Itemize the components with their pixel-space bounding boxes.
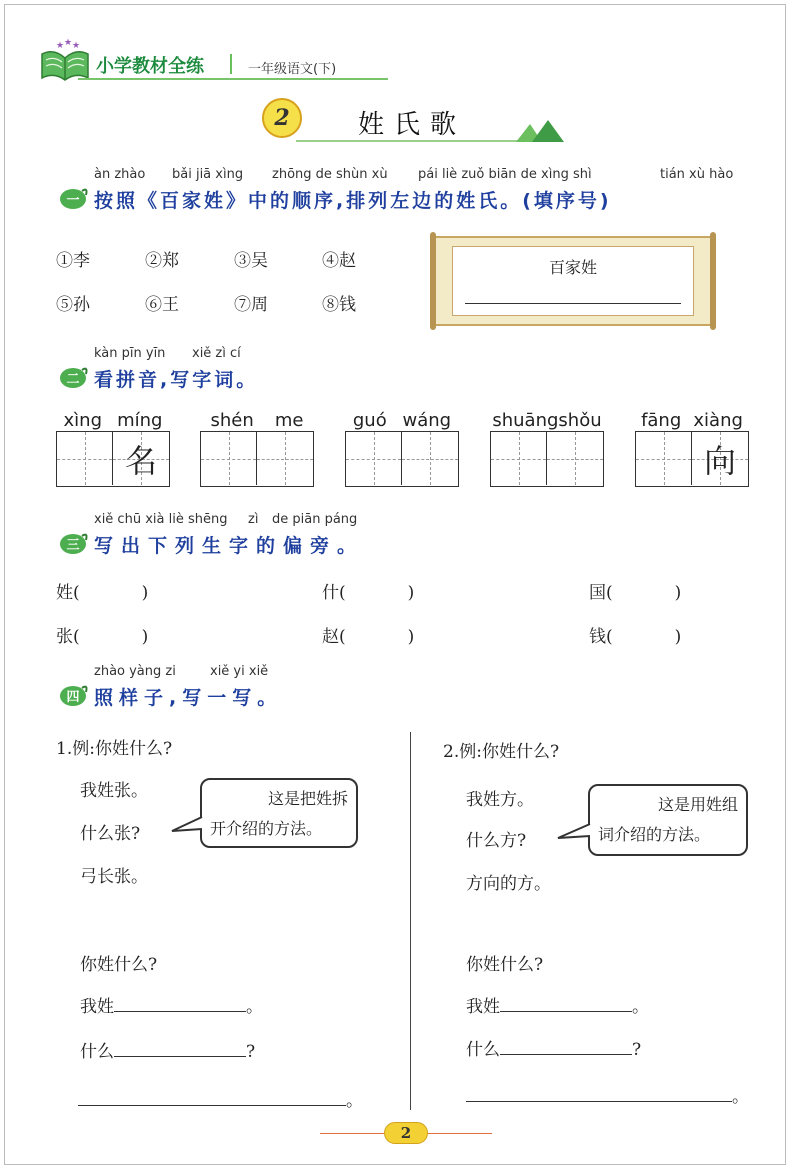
header-divider: [230, 54, 232, 74]
s3-item-3[interactable]: 国( ): [589, 583, 682, 603]
tip-bubble-text: 这是把姓拆: [267, 789, 348, 808]
s1-pinyin-2: bǎi jiā xìng: [172, 167, 244, 182]
example-1-line-2: 什么张?: [80, 824, 141, 844]
s3-title: 写出下列生字的偏旁。: [94, 535, 365, 557]
column-divider: [410, 732, 411, 1110]
grid-cell[interactable]: [257, 432, 313, 485]
s4-title: 照样子,写一写。: [94, 687, 283, 709]
word-box-1: [56, 410, 170, 487]
grid-cell[interactable]: [547, 432, 603, 485]
s1-item-3: ③吴: [234, 251, 268, 271]
tianzi-grid: [345, 431, 459, 487]
s1-title: 按照《百家姓》中的顺序,排列左边的姓氏。(填序号): [94, 190, 612, 212]
grid-cell[interactable]: [636, 432, 692, 485]
tip-bubble-text: 词介绍的方法。: [598, 825, 711, 844]
lesson-number-badge: 2: [262, 98, 302, 138]
page-number-line-right: [428, 1133, 492, 1134]
lesson-title: 姓氏歌: [358, 110, 467, 140]
svg-text:四: 四: [66, 690, 80, 705]
section-marker-icon: [58, 187, 88, 211]
s3-pinyin-2: zì: [248, 512, 259, 527]
s2-title: 看拼音,写字词。: [94, 369, 259, 391]
example-1-line-1: 我姓张。: [80, 781, 148, 801]
s2-pinyin-2: xiě zì cí: [192, 346, 241, 361]
word-pinyin: xiàng: [693, 410, 743, 431]
grid-cell[interactable]: [201, 432, 257, 485]
word-box-3: [345, 410, 459, 487]
scroll-roller-right: [710, 232, 716, 330]
section-marker-icon: [58, 532, 88, 556]
word-pinyin: wáng: [402, 410, 452, 431]
svg-text:★: ★: [56, 41, 65, 51]
s3-item-6[interactable]: 钱( ): [589, 627, 682, 647]
scroll-title: 百家姓: [548, 258, 597, 277]
example-1-prompt: 1.例:你姓什么?: [56, 739, 173, 759]
svg-text:★: ★: [64, 38, 73, 48]
s3-item-4[interactable]: 张( ): [56, 627, 149, 647]
tip-bubble-text: 这是用姓组: [657, 795, 738, 814]
tip-bubble-1: [200, 778, 358, 848]
scroll-answer-line[interactable]: [465, 303, 681, 304]
s3-item-1[interactable]: 姓( ): [56, 583, 149, 603]
grid-cell[interactable]: [491, 432, 547, 485]
word-pinyin: me: [274, 410, 304, 431]
svg-text:★: ★: [72, 41, 81, 51]
word-pinyin: míng: [117, 410, 163, 431]
word-pinyin: guó: [352, 410, 387, 431]
s4-pinyin-1: zhào yàng zi: [94, 664, 176, 679]
header-underline: [78, 78, 388, 80]
tianzi-grid: [56, 431, 170, 487]
word-pinyin: shuāng: [492, 410, 559, 431]
s1-item-1: ①李: [56, 251, 90, 271]
section-marker-icon: [58, 366, 88, 390]
s1-item-4: ④赵: [322, 251, 356, 271]
s3-pinyin-1: xiě chū xià liè shēng: [94, 512, 228, 527]
tianzi-grid: [490, 431, 604, 487]
tip-bubble-text: 开介绍的方法。: [210, 819, 323, 838]
svg-text:二: 二: [66, 372, 80, 387]
tianzi-grid: [635, 431, 749, 487]
exercise-1-answer-3[interactable]: 。: [78, 1086, 363, 1111]
exercise-2-question: 你姓什么?: [466, 955, 544, 975]
s3-item-5[interactable]: 赵( ): [322, 627, 415, 647]
s2-pinyin-1: kàn pīn yīn: [94, 346, 166, 361]
example-2-line-2: 什么方?: [466, 831, 527, 851]
grid-cell[interactable]: [402, 432, 458, 485]
example-2-prompt: 2.例:你姓什么?: [443, 742, 560, 762]
exercise-1-question: 你姓什么?: [80, 955, 158, 975]
exercise-2-answer-3[interactable]: 。: [466, 1082, 749, 1107]
s1-pinyin-4: pái liè zuǒ biān de xìng shì: [418, 167, 592, 182]
svg-text:三: 三: [66, 538, 80, 553]
s1-item-8: ⑧钱: [322, 295, 356, 315]
word-box-5: [635, 410, 749, 487]
scroll-inner: [452, 246, 694, 316]
s1-item-7: ⑦周: [234, 295, 268, 315]
bubble-pointer: [556, 822, 592, 842]
mountain-icon: [516, 118, 566, 144]
s3-pinyin-3: de piān páng: [272, 512, 358, 527]
s1-item-6: ⑥王: [145, 295, 179, 315]
tip-bubble-2: [588, 784, 748, 856]
grid-cell[interactable]: [346, 432, 402, 485]
grid-cell[interactable]: 向: [692, 432, 748, 485]
exercise-2-answer-1[interactable]: 我姓 。: [466, 997, 649, 1017]
svg-text:一: 一: [66, 193, 80, 208]
word-pinyin: shén: [210, 410, 254, 431]
grid-cell[interactable]: 名: [113, 432, 169, 485]
exercise-1-answer-1[interactable]: 我姓 。: [80, 997, 263, 1017]
book-logo-icon: [38, 38, 94, 82]
s3-item-2[interactable]: 什( ): [322, 583, 415, 603]
grid-cell[interactable]: [57, 432, 113, 485]
scroll-roller-left: [430, 232, 436, 330]
s1-pinyin-3: zhōng de shùn xù: [272, 167, 388, 182]
exercise-1-answer-2[interactable]: 什么 ?: [80, 1042, 256, 1062]
example-2-line-1: 我姓方。: [466, 790, 534, 810]
s4-pinyin-2: xiě yi xiě: [210, 664, 269, 679]
s1-pinyin-5: tián xù hào: [660, 167, 734, 182]
tianzi-grid: [200, 431, 314, 487]
s1-item-2: ②郑: [145, 251, 179, 271]
word-pinyin: fāng: [641, 410, 682, 431]
example-2-line-3: 方向的方。: [466, 874, 551, 894]
word-pinyin: xìng: [63, 410, 103, 431]
baijiaxing-scroll: [434, 236, 712, 326]
word-box-4: [490, 410, 604, 487]
bubble-pointer: [170, 815, 204, 835]
exercise-2-answer-2[interactable]: 什么 ?: [466, 1040, 642, 1060]
page-number: 2: [384, 1122, 428, 1144]
example-1-line-3: 弓长张。: [80, 867, 148, 887]
page-number-line-left: [320, 1133, 384, 1134]
s1-item-5: ⑤孙: [56, 295, 90, 315]
section-marker-icon: [58, 684, 88, 708]
word-box-2: [200, 410, 314, 487]
book-title: 小学教材全练: [96, 56, 204, 77]
word-pinyin: shǒu: [558, 410, 602, 431]
grade-label: 一年级语文(下): [248, 62, 337, 77]
s1-pinyin-1: àn zhào: [94, 167, 146, 182]
